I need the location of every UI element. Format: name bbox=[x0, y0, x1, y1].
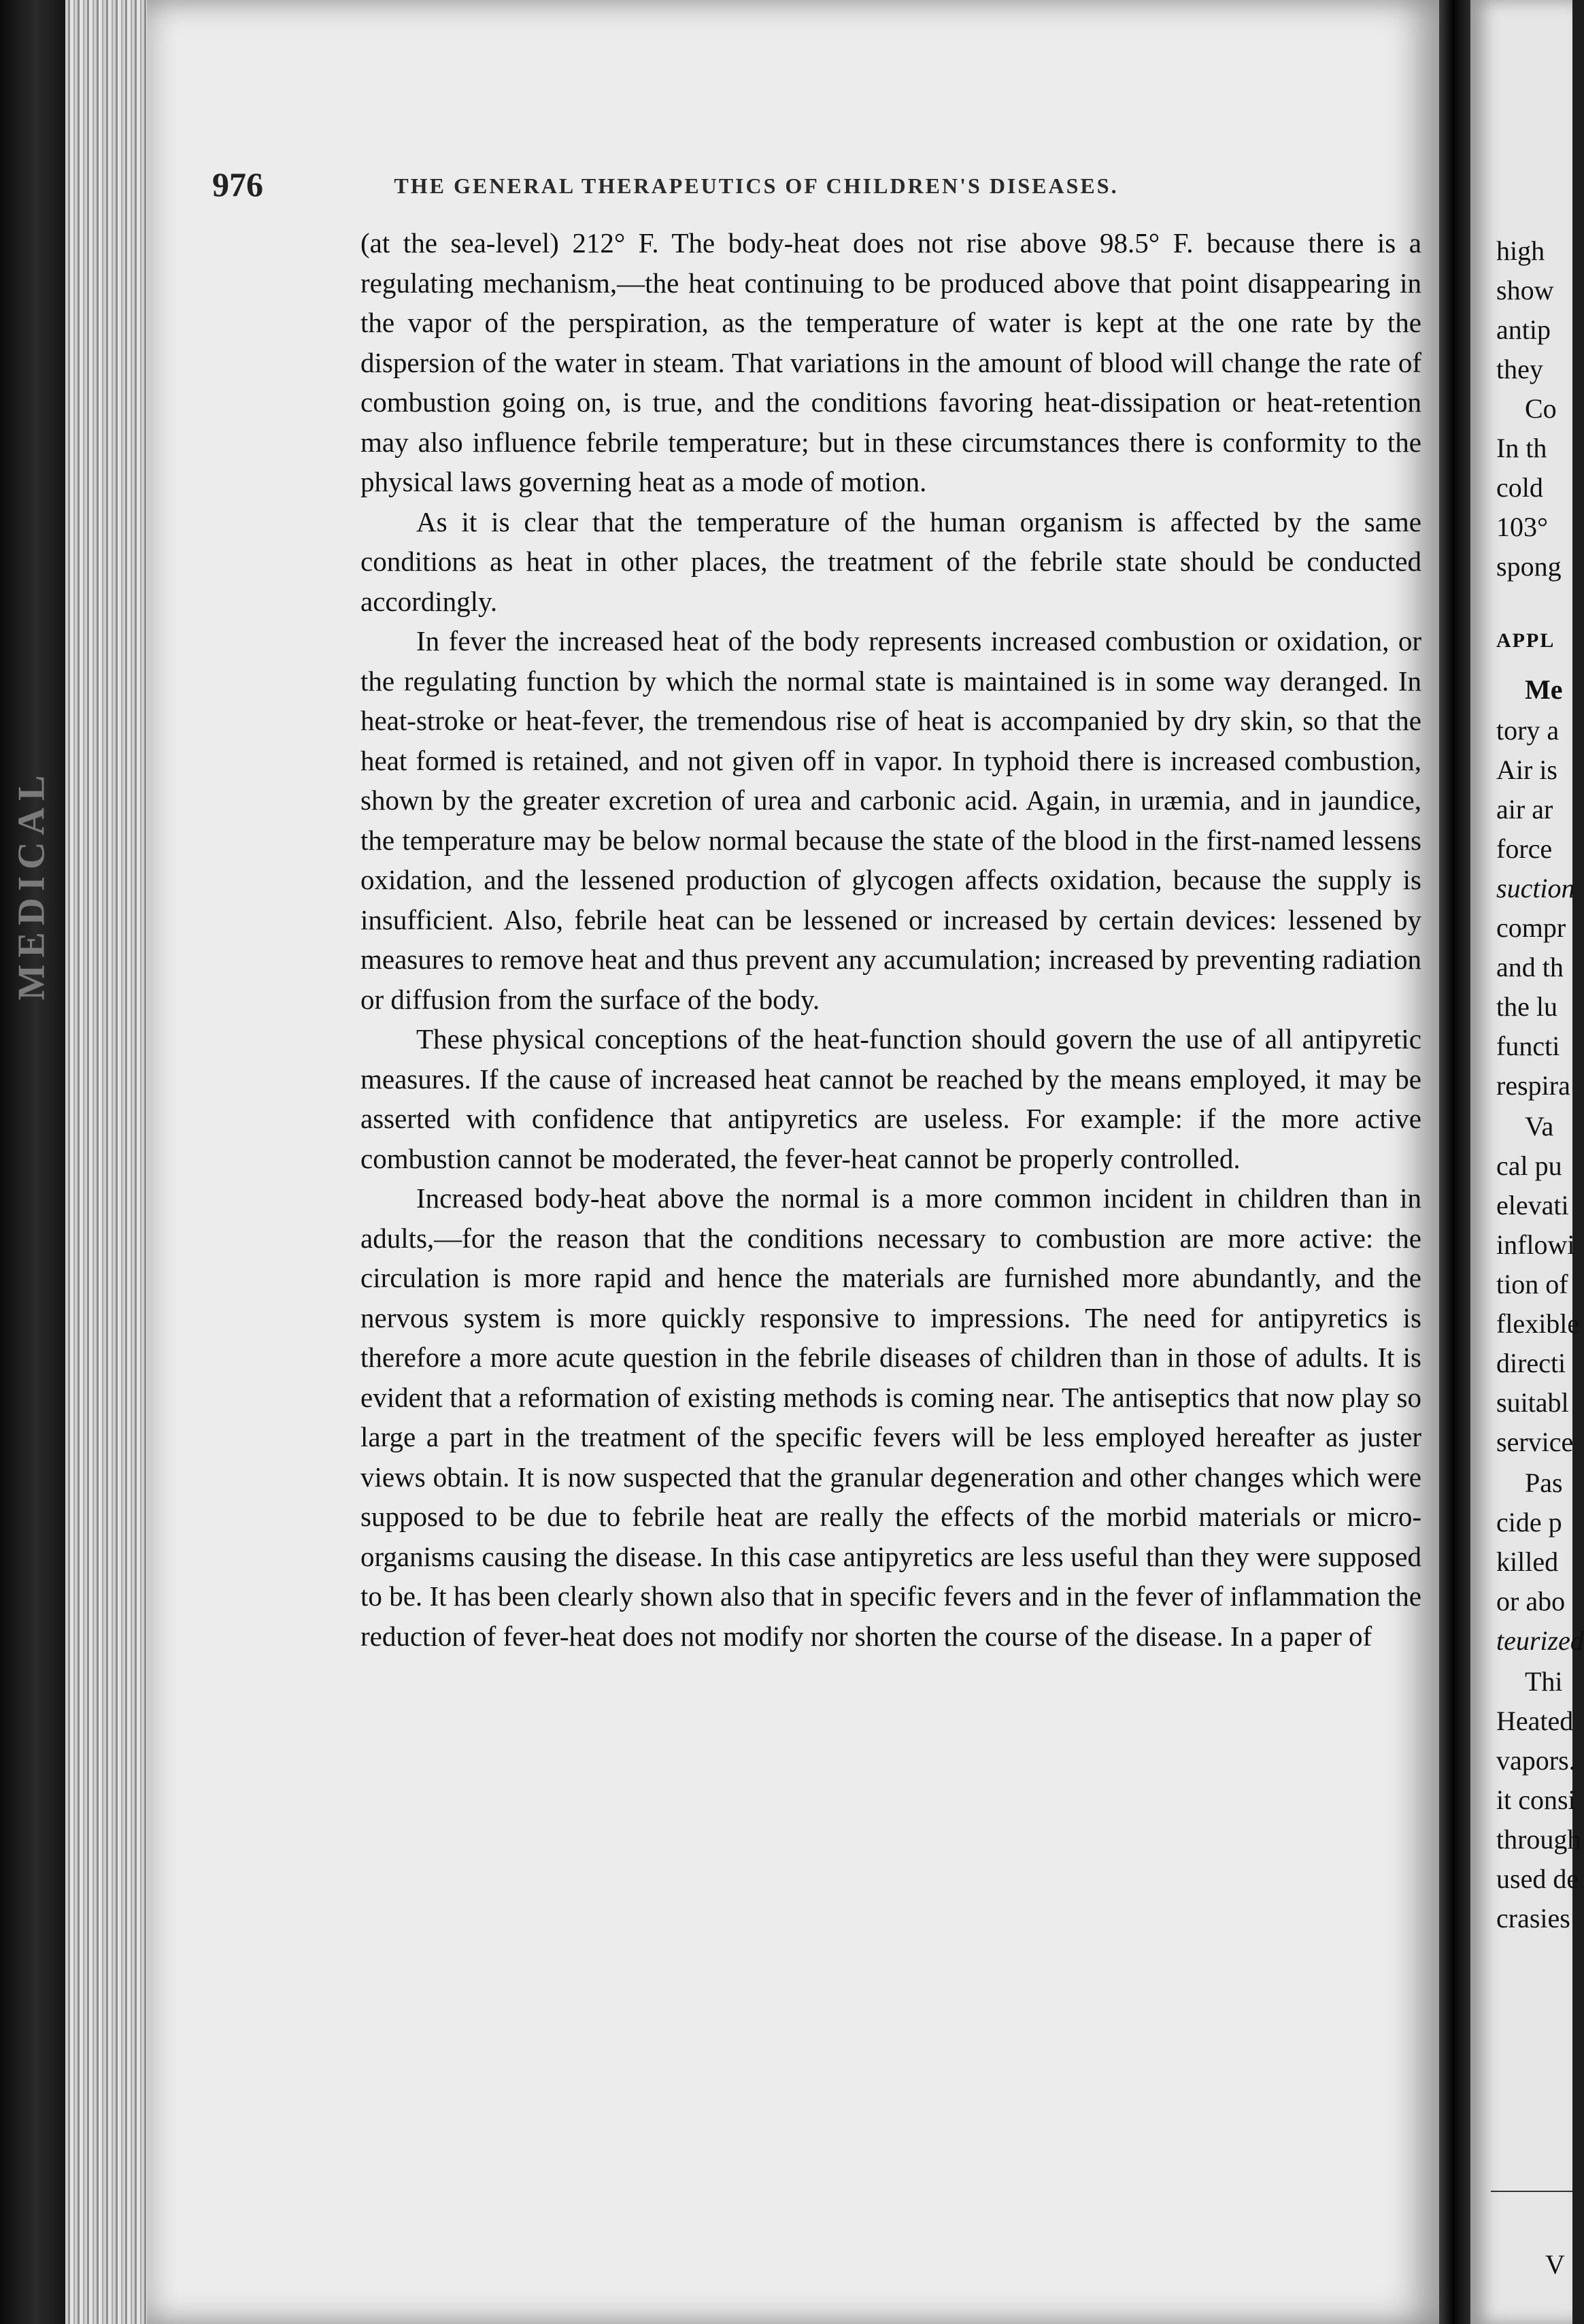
next-page-fragment: Pas bbox=[1525, 1467, 1563, 1498]
next-page-fragment: suction bbox=[1496, 873, 1575, 903]
next-page-fragment: In th bbox=[1496, 433, 1547, 463]
next-page-fragment: high bbox=[1496, 235, 1545, 266]
running-head: THE GENERAL THERAPEUTICS OF CHILDREN'S DISEASES. bbox=[394, 173, 1119, 198]
next-page-fragment: directi bbox=[1496, 1348, 1566, 1378]
paragraph-3: In fever the increased heat of the body represents increased combustion or oxidation, or the regulating function by which the normal state is maintained is in some way deranged. In heat-stroke or heat-fever, the tremendous rise of heat is accompanied by dry skin, so that the heat formed is retained, and not given off in vapor. In typhoid there is increased combustion, shown by the greater excretion of urea and carbonic acid. Again, in uræmia, and in jaundice, the temperature may be below normal because the state of the blood in the first-named lessens oxidation, and the lessened production of glycogen affects oxidation, because the supply is insufficient. Also, febrile heat can be lessened or increased by certain devices: lessened by measures to remove heat and thus prevent any accumulation; increased by preventing radiation or diffusion from the surface of the body. bbox=[360, 625, 1421, 1015]
next-page-fragment: the lu bbox=[1496, 991, 1557, 1022]
next-page-fragment: cold bbox=[1496, 472, 1543, 503]
next-page-fragment: tory a bbox=[1496, 715, 1560, 746]
spine-title bbox=[5, 476, 57, 1293]
next-page-fragment: APPL bbox=[1496, 629, 1555, 652]
next-page-fragment: killed bbox=[1496, 1546, 1559, 1577]
next-page-fragment: inflowi bbox=[1496, 1229, 1575, 1260]
page-number: 976 bbox=[212, 165, 263, 203]
next-page-fragment: antip bbox=[1496, 314, 1551, 345]
paragraph-5: Increased body-heat above the normal is a more common incident in children than in adults,—for the reason that the conditions necessary to combustion are more active: the circulation is more rapid and hence the materials are furnished more abundantly, and the nervous system is more quickly responsive to impressions. The need for antipyretics is therefore a more acute question in the febrile diseases of children than in those of adults. It is evident that a reformation of existing methods is coming near. The antiseptics that now play so large a part in the treatment of the specific fevers will be less employed hereafter as juster views obtain. It is now suspected that the granular degeneration and other changes which were supposed to be due to febrile heat are really the effects of the morbid materials or micro-organisms causing the disease. In this case antipyretics are less useful than they were supposed to be. It has been clearly shown also that in specific fevers and in the fever of inflammation the reduction of fever-heat does not modify nor shorten the course of the disease. In a paper of bbox=[360, 1182, 1421, 1652]
next-page-fragment: Co bbox=[1525, 393, 1557, 424]
next-page-fragment: flexible bbox=[1496, 1308, 1580, 1339]
next-page-fragment: compr bbox=[1496, 912, 1566, 943]
book-gutter bbox=[1439, 0, 1470, 2324]
next-page-fragment: they bbox=[1496, 354, 1543, 384]
next-page-fragment: or abo bbox=[1496, 1586, 1566, 1616]
next-page-fragment: Heated bbox=[1496, 1706, 1574, 1736]
next-page-fragment: Me bbox=[1525, 674, 1563, 705]
next-page-fragment: 103° bbox=[1496, 512, 1548, 542]
next-page-fragment: and th bbox=[1496, 952, 1564, 982]
next-page-fragment: Air is bbox=[1496, 754, 1557, 785]
next-page-fragment: cal pu bbox=[1496, 1150, 1562, 1181]
next-page-fragment: it consi bbox=[1496, 1784, 1576, 1815]
book-spine bbox=[0, 0, 65, 2324]
next-page-edge bbox=[1470, 0, 1584, 2324]
next-page-fragment: teurized bbox=[1496, 1625, 1584, 1656]
next-page-fragment: elevati bbox=[1496, 1190, 1569, 1221]
next-page-fragment: Thi bbox=[1525, 1666, 1563, 1697]
next-page-fragment: air ar bbox=[1496, 794, 1553, 825]
page-edges bbox=[65, 0, 147, 2324]
page-header bbox=[212, 162, 1300, 210]
next-page-fragment: vapors. bbox=[1496, 1745, 1576, 1776]
next-page-fragment: suitabl bbox=[1496, 1387, 1569, 1418]
next-page-fragment: cide p bbox=[1496, 1507, 1562, 1538]
next-page-fragment: tion of bbox=[1496, 1269, 1568, 1299]
next-page-fragment: respira bbox=[1496, 1070, 1570, 1101]
next-page-fragment: force bbox=[1496, 833, 1553, 864]
next-page-fragment: used de bbox=[1496, 1863, 1579, 1894]
next-page-fragment: functi bbox=[1496, 1031, 1560, 1061]
paragraph-4: These physical conceptions of the heat-function should govern the use of all antipyretic measures. If the cause of increased heat cannot be reached by the means employed, it may be asserted with confidence that antipyretics are useless. For example: if the more active combustion cannot be moderated, the fever-heat cannot be properly controlled. bbox=[360, 1023, 1421, 1174]
next-page-fragment: crasies bbox=[1496, 1903, 1570, 1933]
next-page-fragment: through bbox=[1496, 1824, 1581, 1855]
next-page-fragment: service bbox=[1496, 1427, 1574, 1457]
body-text bbox=[360, 223, 1421, 1656]
next-page-fragment: Va bbox=[1525, 1111, 1554, 1142]
spine-title-text: MEDICAL bbox=[10, 768, 52, 1001]
next-page-fragment: show bbox=[1496, 275, 1554, 305]
footnote-rule bbox=[1491, 2191, 1572, 2192]
next-page-fragment: V bbox=[1545, 2249, 1565, 2280]
paragraph-1: (at the sea-level) 212° F. The body-heat does not rise above 98.5° F. because there is a regulating mechanism,—the heat continuing to be produced above that point disappearing in the vapor of the perspiration, as the temperature of water is kept at the one rate by the dispersion of the water in steam. That variations in the amount of blood will change the rate of combustion going on, is true, and the conditions favoring heat-dissipation or heat-retention may also influence febrile temperature; but in these circumstances there is conformity to the physical laws governing heat as a mode of motion. bbox=[360, 227, 1421, 497]
next-page-fragment: spong bbox=[1496, 551, 1562, 582]
paragraph-2: As it is clear that the temperature of the human organism is affected by the same conditions as heat in other places, the treatment of the febrile state should be conducted accordingly. bbox=[360, 505, 1421, 617]
